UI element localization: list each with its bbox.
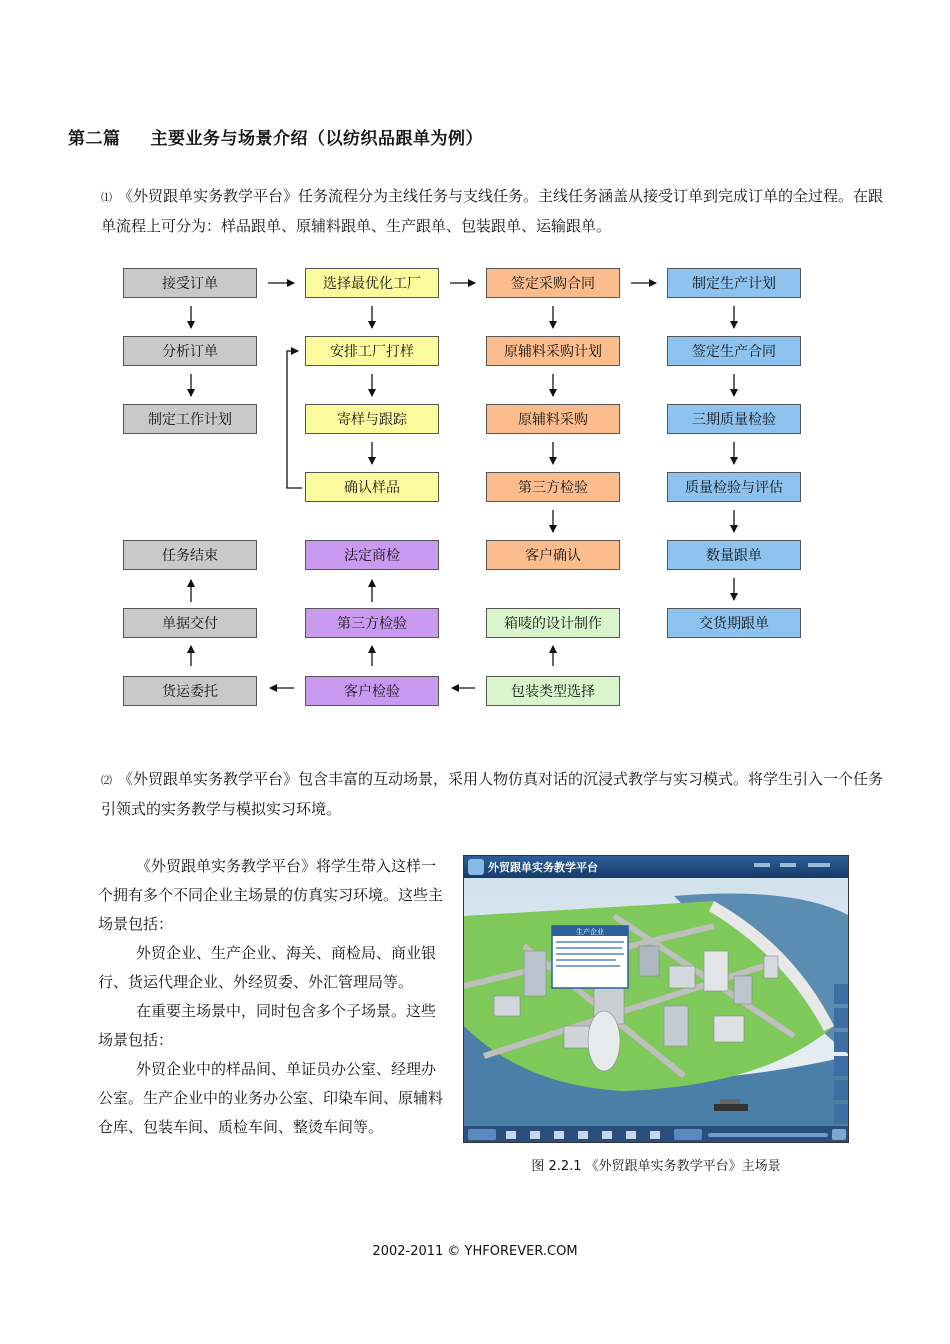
- flow-step: 任务结束: [123, 540, 257, 570]
- scene-paragraph: 《外贸跟单实务教学平台》将学生带入这样一个拥有多个不同企业主场景的仿真实习环境。这些主场景包括：: [98, 857, 444, 933]
- flow-step: 数量跟单: [667, 540, 801, 570]
- flow-step: 交货期跟单: [667, 608, 801, 638]
- flow-step: 签定生产合同: [667, 336, 801, 366]
- paragraph-text: 《外贸跟单实务教学平台》包含丰富的互动场景，采用人物仿真对话的沉浸式教学与实习模式。将学生引入一个任务引领式的实务教学与模拟实习环境。: [101, 770, 884, 818]
- flow-step: 安排工厂打样: [305, 336, 439, 366]
- heading-part: 第二篇: [68, 129, 121, 149]
- flow-step: 第三方检验: [486, 472, 620, 502]
- scene-paragraph: 外贸企业中的样品间、单证员办公室、经理办公室。生产企业中的业务办公室、印染车间、原辅料仓库、包装车间、质检车间、整烫车间等。: [98, 1060, 444, 1136]
- flow-step: 货运委托: [123, 676, 257, 706]
- popup-title: 生产企业: [576, 928, 604, 936]
- flow-step: 制定生产计划: [667, 268, 801, 298]
- flow-step: 单据交付: [123, 608, 257, 638]
- section-heading: [68, 124, 483, 149]
- flow-step: 选择最优化工厂: [305, 268, 439, 298]
- app-title: 外贸跟单实务教学平台: [488, 861, 598, 874]
- flow-step: 第三方检验: [305, 608, 439, 638]
- paragraph-2: [101, 765, 891, 823]
- flow-step: 包装类型选择: [486, 676, 620, 706]
- flow-step: 客户检验: [305, 676, 439, 706]
- flow-step: 接受订单: [123, 268, 257, 298]
- flow-step: 制定工作计划: [123, 404, 257, 434]
- page-footer: 2002-2011 © YHFOREVER.COM: [372, 1244, 578, 1259]
- flow-step: 原辅料采购计划: [486, 336, 620, 366]
- flow-step: 客户确认: [486, 540, 620, 570]
- scene-paragraph: 外贸企业、生产企业、海关、商检局、商业银行、货运代理企业、外经贸委、外汇管理局等。: [98, 944, 437, 991]
- paragraph-number: ⑴: [101, 191, 112, 204]
- flow-step: 分析订单: [123, 336, 257, 366]
- flow-step: 原辅料采购: [486, 404, 620, 434]
- flow-step: 箱唛的设计制作: [486, 608, 620, 638]
- flow-step: 三期质量检验: [667, 404, 801, 434]
- flow-step: 法定商检: [305, 540, 439, 570]
- city-scene-illustration: [464, 856, 849, 1143]
- flow-step: 签定采购合同: [486, 268, 620, 298]
- figure-caption: 图 2.2.1 《外贸跟单实务教学平台》主场景: [531, 1159, 781, 1174]
- paragraph-number: ⑵: [101, 774, 112, 787]
- heading-title: 主要业务与场景介绍（以纺织品跟单为例）: [150, 129, 483, 149]
- paragraph-text: 《外贸跟单实务教学平台》任务流程分为主线任务与支线任务。主线任务涵盖从接受订单到完成订单的全过程。在跟单流程上可分为：样品跟单、原辅料跟单、生产跟单、包装跟单、运输跟单。: [101, 187, 884, 235]
- paragraph-1: [101, 182, 891, 240]
- scene-description: [98, 852, 446, 1142]
- scene-paragraph: 在重要主场景中，同时包含多个子场景。这些场景包括：: [98, 1002, 437, 1049]
- main-scene-screenshot: [463, 855, 849, 1143]
- flow-step: 寄样与跟踪: [305, 404, 439, 434]
- flow-step: 质量检验与评估: [667, 472, 801, 502]
- flow-step: 确认样品: [305, 472, 439, 502]
